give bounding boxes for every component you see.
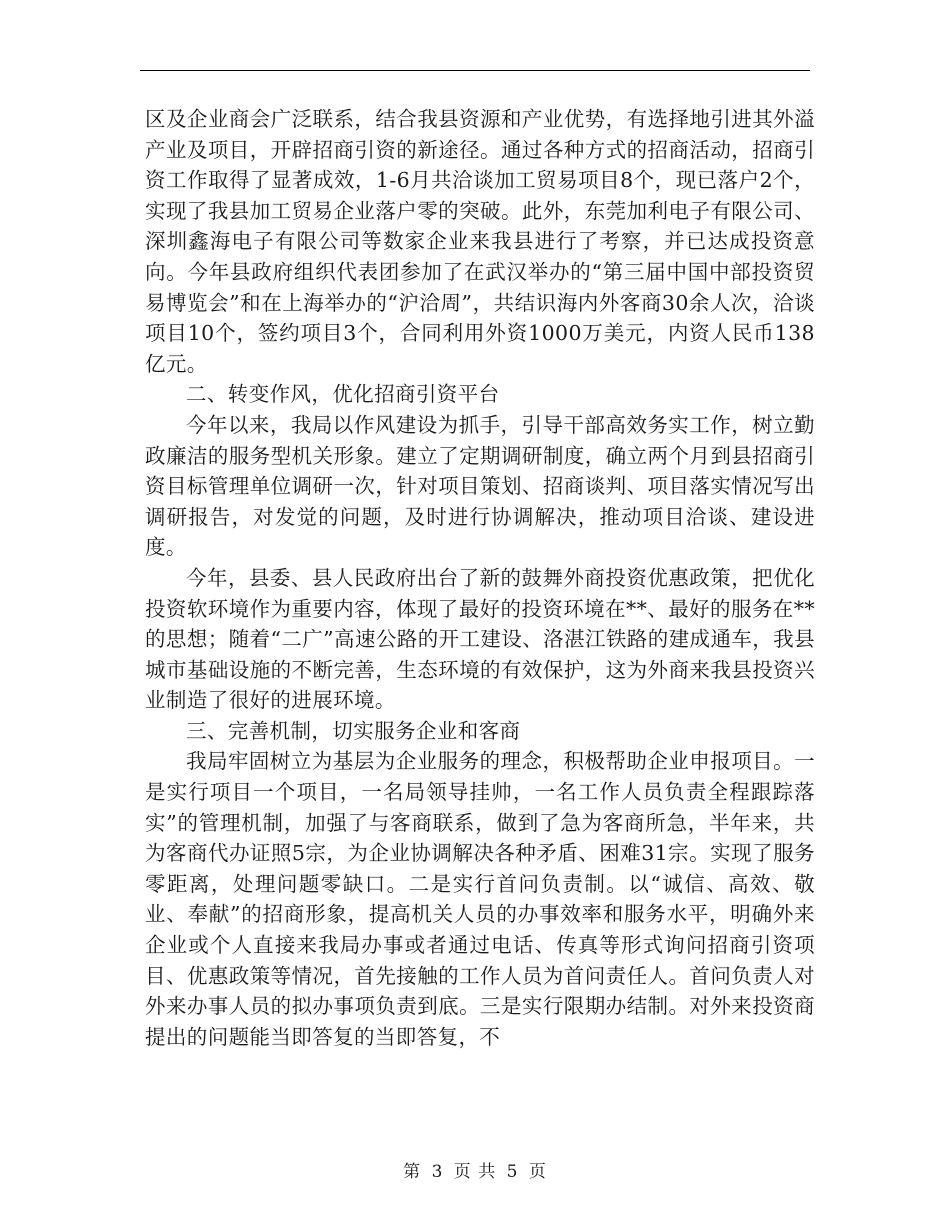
- paragraph: 我局牢固树立为基层为企业服务的理念，积极帮助企业申报项目。一是实行项目一个项目，一名局领导挂帅，一名工作人员负责全程跟踪落实”的管理机制，加强了与客商联系，做到了急为客商所急，半年来，共为客商代办证照5宗，为企业协调解决各种矛盾、困难31宗。实现了服务零距离，处理问题零缺口。二是实行首问负责制。以“诚信、高效、敬业、奉献”的招商形象，提高机关人员的办事效率和服务水平，明确外来企业或个人直接来我局办事或者通过电话、传真等形式询问招商引资项目、优惠政策等情况，首先接触的工作人员为首问责任人。首问负责人对外来办事人员的拟办事项负责到底。三是实行限期办结制。对外来投资商提出的问题能当即答复的当即答复，不: [145, 749, 815, 1049]
- page-footer: [0, 1157, 950, 1182]
- footer-middle: 页 共: [453, 1162, 497, 1182]
- footer-page-number: 3: [431, 1162, 444, 1182]
- header-rule: [140, 70, 810, 71]
- section-heading-3: 三、完善机制，切实服务企业和客商: [186, 718, 521, 743]
- paragraph: 今年，县委、县人民政府出台了新的鼓舞外商投资优惠政策，把优化投资软环境作为重要内容，体现了最好的投资环境在**、最好的服务在**的思想；随着“二广”高速公路的开工建设、洛湛江铁路的建成通车，我县城市基础设施的不断完善，生态环境的有效保护，这为外商来我县投资兴业制造了很好的进展环境。: [145, 565, 815, 713]
- footer-suffix: 页: [528, 1162, 547, 1182]
- paragraph-continuation: 区及企业商会广泛联系，结合我县资源和产业优势，有选择地引进其外溢产业及项目，开辟招商引资的新途径。通过各种方式的招商活动，招商引资工作取得了显著成效，1-6月共洽谈加工贸易项目8个，现已落户2个，实现了我县加工贸易企业落户零的突破。此外，东莞加利电子有限公司、深圳鑫海电子有限公司等数家企业来我县进行了考察，并已达成投资意向。今年县政府组织代表团参加了在武汉举办的“第三届中国中部投资贸易博览会”和在上海举办的“沪洽周”，共结识海内外客商30余人次，洽谈项目10个，签约项目3个，合同利用外资1000万美元，内资人民币138亿元。: [145, 107, 815, 376]
- footer-prefix: 第: [403, 1162, 422, 1182]
- paragraph: 今年以来，我局以作风建设为抓手，引导干部高效务实工作，树立勤政廉洁的服务型机关形象。建立了定期调研制度，确立两个月到县招商引资目标管理单位调研一次，针对项目策划、招商谈判、项目落实情况写出调研报告，对发觉的问题，及时进行协调解决，推动项目洽谈、建设进度。: [145, 412, 815, 560]
- footer-total-pages: 5: [506, 1162, 519, 1182]
- section-heading-2: 二、转变作风，优化招商引资平台: [186, 382, 500, 407]
- document-body: [145, 104, 815, 1052]
